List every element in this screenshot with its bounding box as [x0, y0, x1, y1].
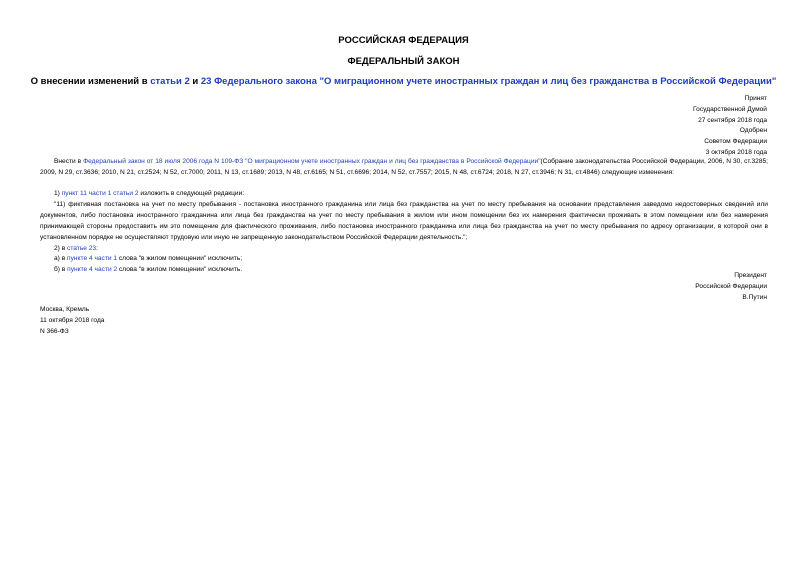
item-1-quote: "11) фиктивная постановка на учет по месту пребывания - постановка иностранного гражданина или лица без гражданства на учет по месту пребывания на основании представления заведомо недостоверных сведений или документов, либо постановка иностранного гражданина или лица без гражданства на учет по месту пребывания в жилом или ином помещении без их намерения фактически проживать в этом помещении или без намерения принимающей стороны предоставить им это помещение для фактического проживания, либо постановка иностранного гражданина или лица без гражданства на учет по месту пребывания по адресу организации, в которой они в установленном порядке не осуществляют трудовую или иную не запрещенную законодательством Российской Федерации деятельность.";: [40, 200, 768, 241]
item-2a: [40, 254, 768, 265]
article-23-link[interactable]: статье 23: [67, 244, 97, 252]
item-1-link[interactable]: пункт 11 части 1 статьи 2: [61, 190, 139, 197]
law-number: N 366-ФЗ: [40, 327, 69, 335]
law-title: [0, 76, 807, 87]
amendments-body: [40, 189, 768, 276]
item-1-prefix: 1): [54, 190, 62, 197]
federal-law-109-link[interactable]: Федеральный закон от 18 июля 2006 года N 109-ФЗ "О миграционном учете иностранных граждан и лиц без гражданства в Российской Федерации": [83, 158, 541, 165]
item-2b-prefix: б) в: [54, 266, 68, 274]
signatory-title: Президент: [734, 272, 767, 279]
adopted-label: Принят: [744, 95, 767, 102]
law-title-prefix: О внесении изменений в: [30, 76, 151, 87]
approved-by: Советом Федерации: [704, 138, 767, 146]
article-2-link[interactable]: статьи 2: [150, 76, 190, 87]
intro-sources: (Собрание законодательства Российской Федерации, 2006, N 30, ст.3285; 2009, N 29, ст.3636; 2010, N 21, ст.2524; N 52, ст.7000; 2011, N 13, ст.1689; 2013, N 48, ст.6165; N 51, ст.6696; 2014, N 52, ст.7557; 2015, N 48, ст.6724; 2018, N 27, ст.3946; N 31, ст.4846) следующие изменения:: [40, 158, 768, 176]
item-1-suffix: изложить в следующей редакции:: [138, 190, 245, 197]
signing-date: 11 октября 2018 года: [40, 316, 105, 324]
footer-block: [40, 305, 104, 337]
intro-paragraph: [40, 157, 768, 179]
approved-label: Одобрен: [739, 127, 767, 135]
approved-date: 3 октября 2018 года: [705, 148, 767, 156]
item-1: [40, 189, 768, 200]
adopted-date: 27 сентября 2018 года: [698, 116, 767, 124]
article-23-law-link[interactable]: 23 Федерального закона "О миграционном учете иностранных граждан и лиц без гражданства в Российской Федерации": [200, 76, 777, 87]
signatory-name: В.Путин: [742, 293, 767, 301]
signatory-country: Российской Федерации: [695, 282, 767, 290]
adopted-by: Государственной Думой: [693, 105, 767, 113]
adoption-block: [467, 94, 767, 159]
signature-block: [467, 271, 767, 303]
item-2-suffix: :: [96, 244, 98, 252]
signing-place: Москва, Кремль: [40, 306, 90, 313]
item-2a-suffix: слова "в жилом помещении" исключить;: [117, 255, 243, 263]
law-type-heading: ФЕДЕРАЛЬНЫЙ ЗАКОН: [347, 56, 460, 67]
item-2: [40, 244, 768, 255]
federation-heading: РОССИЙСКАЯ ФЕДЕРАЦИЯ: [338, 35, 469, 46]
item-2a-prefix: а) в: [54, 255, 68, 263]
item-2-prefix: 2) в: [54, 244, 68, 252]
item-2b-link[interactable]: пункте 4 части 2: [67, 266, 118, 274]
item-2b-suffix: слова "в жилом помещении" исключить.: [117, 266, 243, 274]
intro-prefix: Внести в: [54, 158, 84, 165]
law-title-conjunction: и: [189, 76, 201, 87]
item-2a-link[interactable]: пункте 4 части 1: [67, 255, 118, 263]
